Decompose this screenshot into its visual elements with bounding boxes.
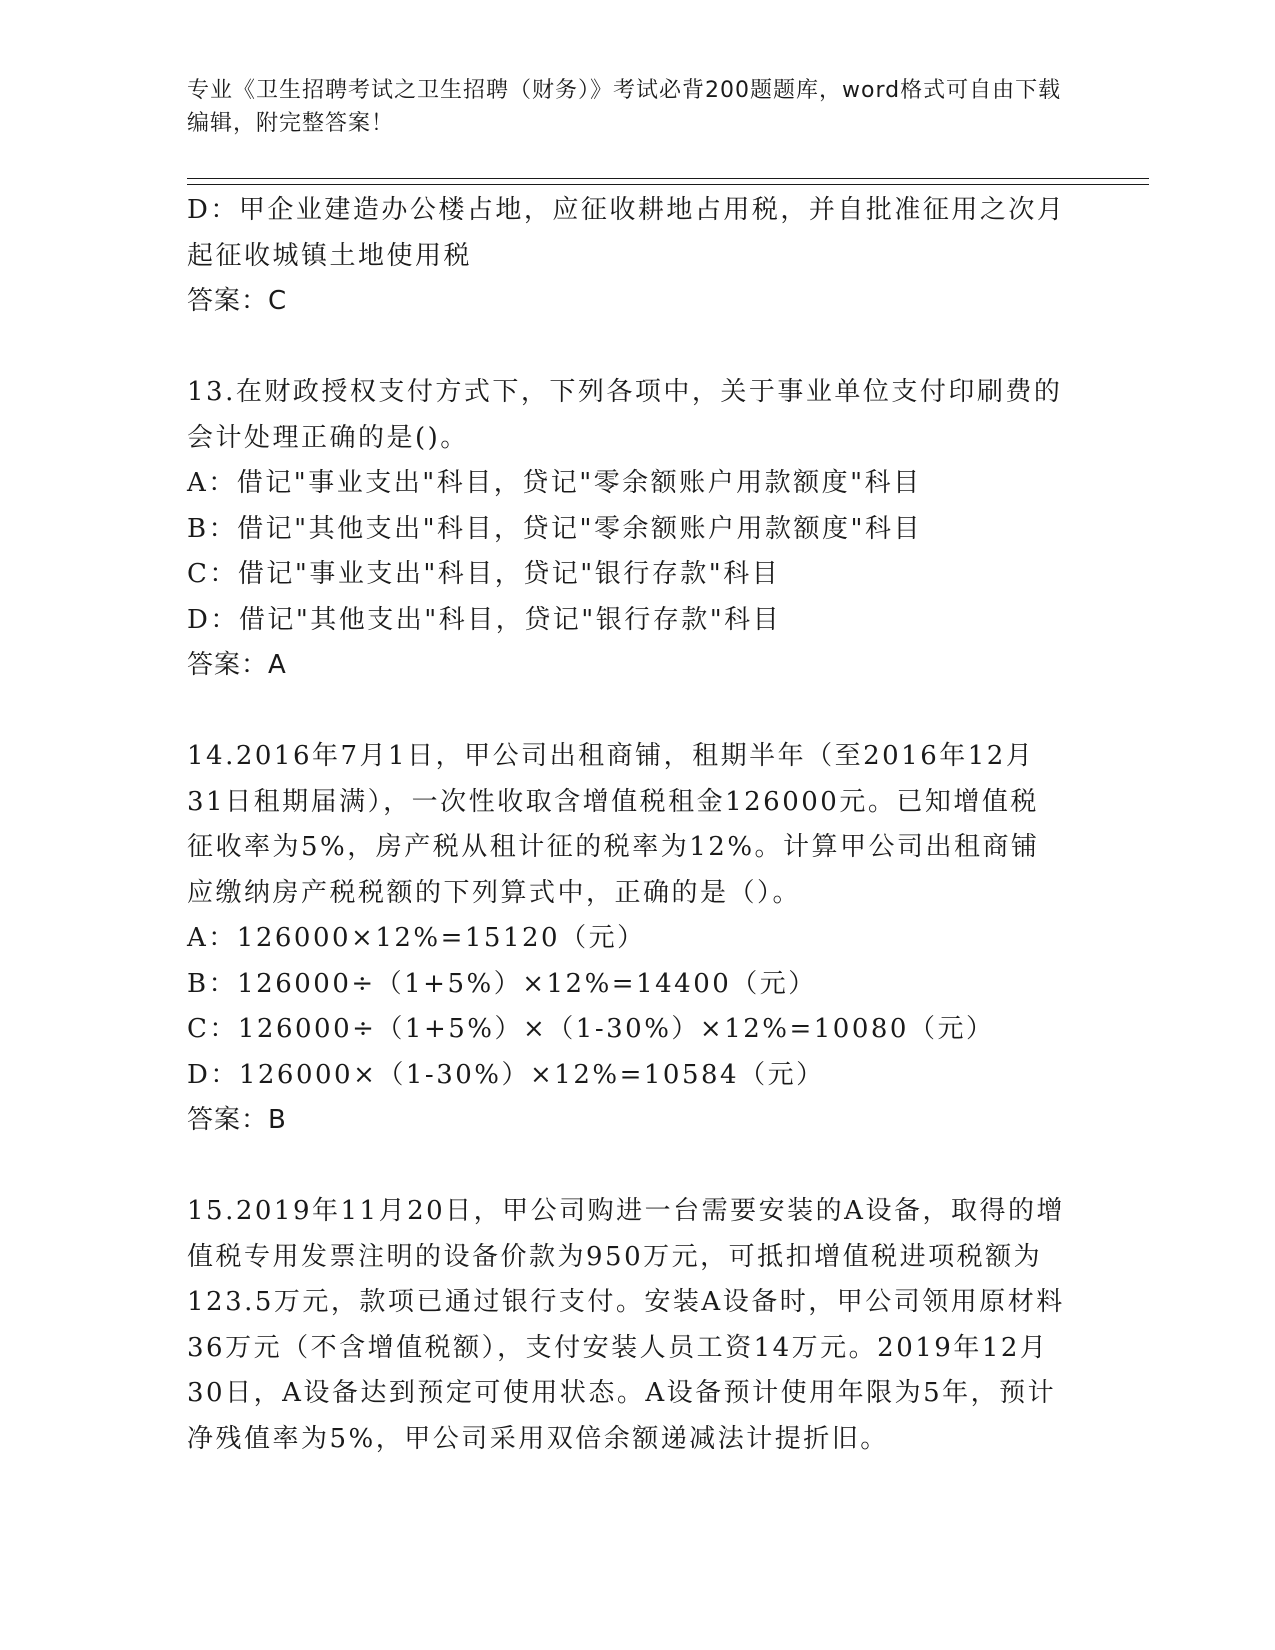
q13-option-a: A：借记"事业支出"科目，贷记"零余额账户用款额度"科目 <box>187 468 922 498</box>
q14-stem: 14.2016年7月1日，甲公司出租商铺，租期半年（至2016年12月31日租期届满），一次性收取含增值税租金126000元。已知增值税征收率为5%，房产税从租计征的税率为12%。计算甲公司出租商铺应缴纳房产税税额的下列算式中，正确的是（）。 <box>187 741 1040 908</box>
q14-option-d: D：126000×（1-30%）×12%=10584（元） <box>187 1059 825 1090</box>
q13-stem: 13.在财政授权支付方式下，下列各项中，关于事业单位支付印刷费的会计处理正确的是()。 <box>187 377 1063 453</box>
q15-stem: 15.2019年11月20日，甲公司购进一台需要安装的A设备，取得的增值税专用发票注明的设备价款为950万元，可抵扣增值税进项税额为123.5万元，款项已通过银行支付。安装A设备时，甲公司领用原材料36万元（不含增值税额），支付安装人员工资14万元。2019年12月30日，A设备达到预定可使用状态。A设备预计使用年限为5年，预计净残值率为5%，甲公司采用双倍余额递减法计提折旧。 <box>187 1196 1065 1454</box>
spacer <box>187 1144 1067 1190</box>
q13-answer: 答案：A <box>187 650 287 680</box>
q14-option-b: B：126000÷（1+5%）×12%=14400（元） <box>187 968 817 999</box>
q14-option-c: C：126000÷（1+5%）×（1-30%）×12%=10080（元） <box>187 1014 995 1044</box>
q13-option-d: D：借记"其他支出"科目，贷记"银行存款"科目 <box>187 604 782 635</box>
q12-answer: 答案：C <box>187 286 288 316</box>
q12-option-d: D：甲企业建造办公楼占地，应征收耕地占用税，并自批准征用之次月起征收城镇土地使用税 <box>187 195 1066 271</box>
q13-option-c: C：借记"事业支出"科目，贷记"银行存款"科目 <box>187 559 781 589</box>
spacer <box>187 325 1067 371</box>
header-rule-bottom <box>187 184 1149 185</box>
document-body <box>187 188 1067 1462</box>
document-header: 专业《卫生招聘考试之卫生招聘（财务）》考试必背200题题库，word格式可自由下载编辑，附完整答案！ <box>187 78 1062 136</box>
header-rule-top <box>187 178 1149 179</box>
q14-option-a: A：126000×12%=15120（元） <box>187 923 646 953</box>
spacer <box>187 689 1067 735</box>
q13-option-b: B：借记"其他支出"科目，贷记"零余额账户用款额度"科目 <box>187 513 922 544</box>
q14-answer: 答案：B <box>187 1105 287 1135</box>
